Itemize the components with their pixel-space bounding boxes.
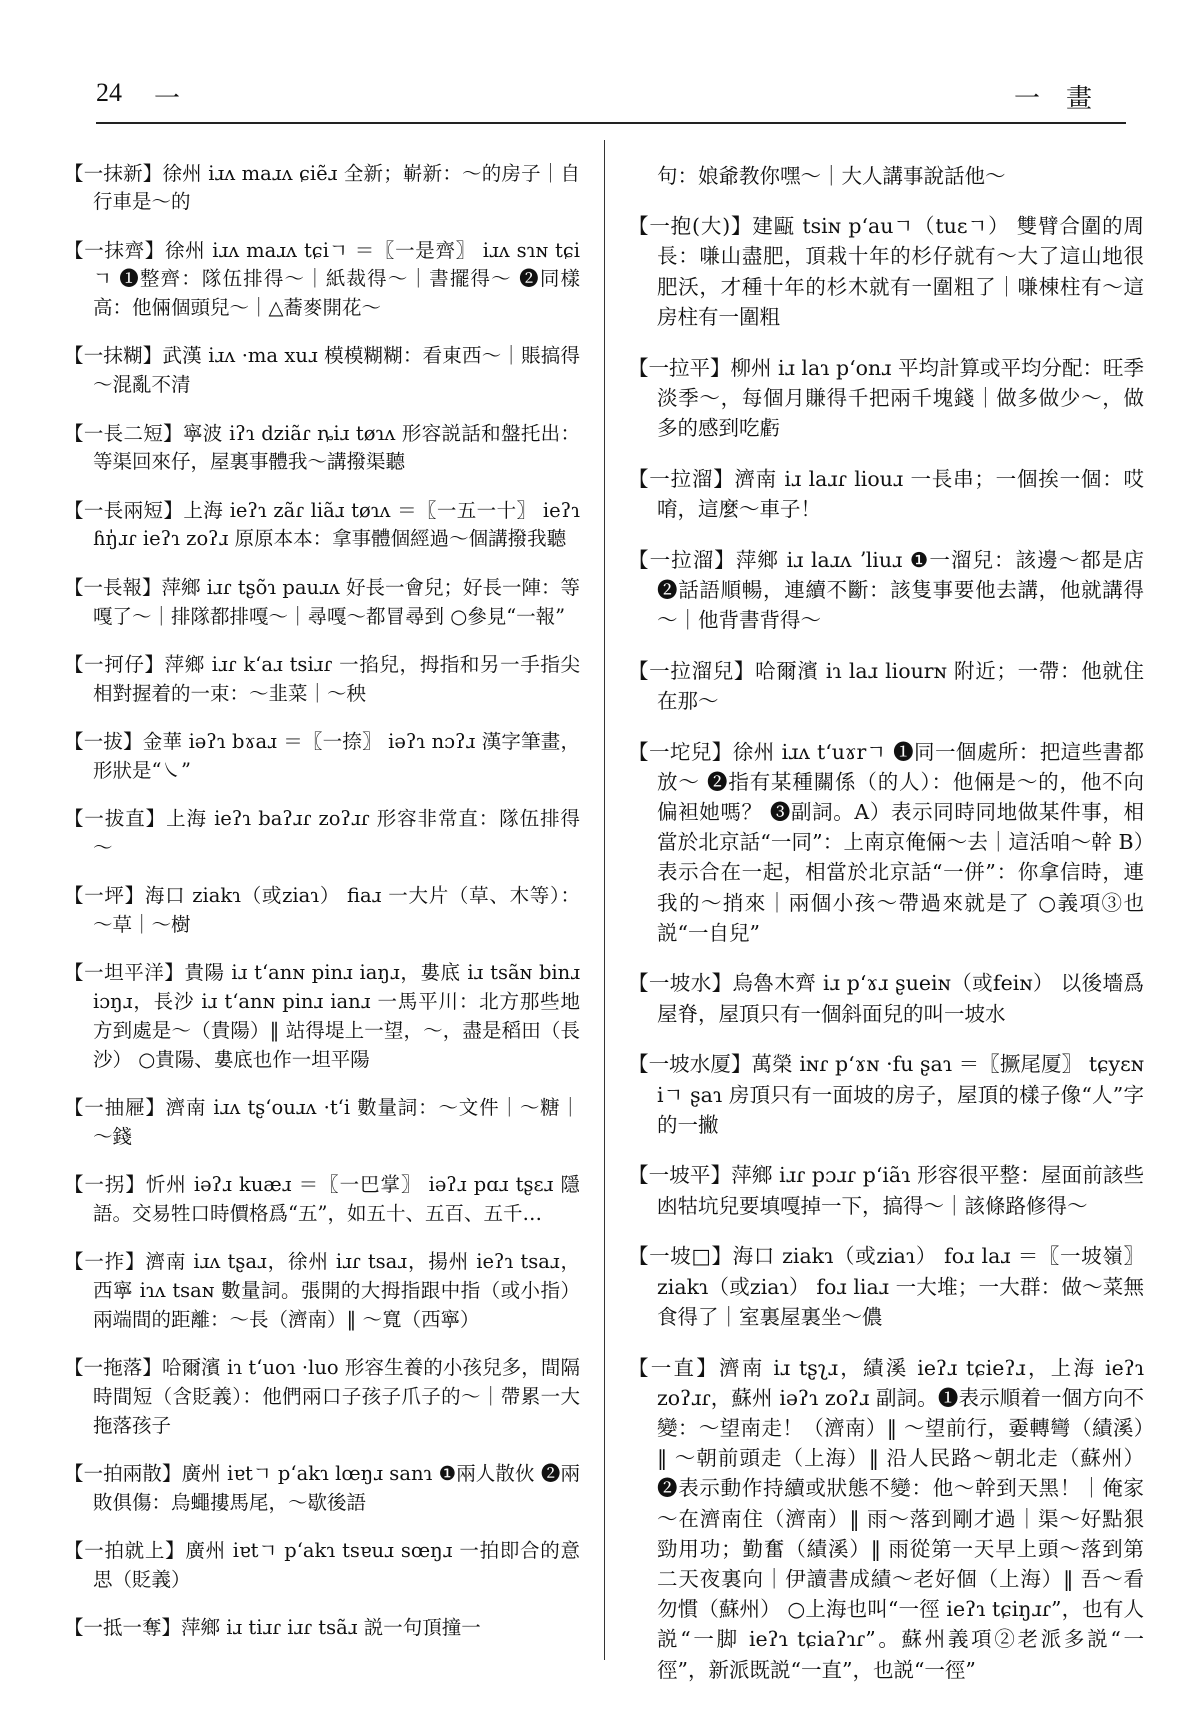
dictionary-entry: 【一長二短】寧波 iʔɿ dziãɾ ȵiɹ tøɿʌ 形容説話和盤托出：等渠回來仔，屋裏事體我～講撥渠聽 <box>64 421 580 474</box>
dictionary-entry: 【一拉溜】濟南 iɹ laɹɾ liouɹ 一長串；一個挨一個：哎唷，這麼～車子！ <box>628 466 1144 521</box>
dictionary-entry: 【一拔】金華 iəʔɿ bɤaɹ ＝〖一捺〗 iəʔɿ nɔʔɹ 漢字筆畫，形狀是“㇏” <box>64 729 580 782</box>
dictionary-entry: 【一坡□】海口 ziakɿ（或ziaɿ） foɹ laɹ ＝〖一坡嶺〗 ziakɿ（或ziaɿ） foɹ liaɹ 一大堆；一大群：做～菜無食得了｜室裏屋裏坐～儂 <box>628 1244 1144 1329</box>
section-mark: 一 <box>154 84 181 114</box>
dictionary-entry: 【一拉溜】萍鄉 iɹ laɹʌ ʼliuɹ ❶一溜兒：該邊～都是店 ❷話語順暢，連續不斷：該隻事要他去講，他就講得～｜他背書背得～ <box>628 547 1144 632</box>
dictionary-entry: 【一坡平】萍鄉 iɹɾ pɔɹɾ pʻiãɿ 形容很平整：屋面前該些凼牯坑兒要填嘎掉一下，搞得～｜該條路修得～ <box>628 1163 1144 1218</box>
dictionary-entry: 【一坪】海口 ziakɿ（或ziaɿ） fiaɹ 一大片（草、木等）：～草｜～樹 <box>64 884 580 936</box>
dictionary-entry: 【一坡水】烏魯木齊 iɹ pʻɤɹ ʂueiɴ（或feiɴ） 以後墻爲屋脊，屋頂只有一個斜面兒的叫一坡水 <box>628 971 1144 1026</box>
dictionary-entry: 【一抹糊】武漢 iɹʌ ·ma xuɹ 模模糊糊：看東西～｜賬搞得～混亂不清 <box>64 344 580 397</box>
dictionary-entry: 【一抽屜】濟南 iɹʌ tʂʻouɹʌ ·tʻi 數量詞：～文件｜～糖｜～錢 <box>64 1095 580 1148</box>
section-title: 一畫 <box>1013 84 1118 114</box>
dictionary-entry: 【一抲仔】萍鄉 iɹɾ kʻaɹ tsiɹɾ 一掐兒，拇指和另一手指尖相對握着的一束：～韭菜｜～秧 <box>64 652 580 705</box>
dictionary-entry: 【一長報】萍鄉 iɹɾ tʂõɿ pauɹʌ 好長一會兒；好長一陣：等嘎了～｜排隊都排嘎～｜尋嘎～都冒尋到 ○參見“一報” <box>64 575 580 628</box>
dictionary-entry: 【一拖落】哈爾濱 iɿ tʻuoɿ ·luo 形容生養的小孩兒多，間隔時間短（含貶義）：他們兩口子孩子爪子的～｜帶累一大拖落孩子 <box>64 1356 580 1437</box>
dictionary-entry: 【一拐】忻州 iəʔɹ kuæɹ ＝〖一巴掌〗 iəʔɹ pɑɹ tʂɛɹ 隱語。交易牲口時價格爲“五”，如五十、五百、五千… <box>64 1173 580 1225</box>
dictionary-entry: 【一坨兒】徐州 iɹʌ tʻuɤrㄱ ❶同一個處所：把這些書都放～ ❷指有某種關係（的人）：他倆是～的，他不向偏袒她嗎？ ❸副詞。A）表示同時同地做某件事，相當於北京話“一同”：上南京俺倆～去｜這活咱～幹 B）表示合在一起，相當於北京話“一併”：你拿信時，連我的～捎來｜兩個小孩～帶過來就是了 ○義項③也説“一自兒” <box>628 739 1144 945</box>
dictionary-entry: 【一拉平】柳州 iɹ laɿ pʻonɹ 平均計算或平均分配：旺季淡季～，每個月賺得千把兩千塊錢｜做多做少～，做多的感到吃虧 <box>628 355 1144 440</box>
dictionary-entry: 【一抹新】徐州 iɹʌ maɹʌ ɕiẽɹ 全新；嶄新：～的房子｜自行車是～的 <box>64 161 580 214</box>
dictionary-entry: 【一拉溜兒】哈爾濱 iɿ laɹ liourɴ 附近；一帶：他就住在那～ <box>628 658 1144 713</box>
dictionary-entry: 【一坡水厦】萬榮 iɴɾ pʻɤɴ ·fu ʂaɿ ＝〖撅尾厦〗 tɕyɛɴ iㄱ ʂaɿ 房頂只有一面坡的房子，屋頂的樣子像“人”字的一撇 <box>628 1052 1144 1137</box>
column-divider <box>604 140 605 1660</box>
dictionary-entry: 【一拔直】上海 ieʔɿ baʔɹɾ zoʔɹɾ 形容非常直：隊伍排得～ <box>64 807 580 859</box>
dictionary-entry: 【一坦平洋】貴陽 iɹ tʻanɴ pinɹ iaŋɹ，婁底 iɹ tsãɴ binɹ iɔŋɹ，長沙 iɹ tʻanɴ pinɹ ianɹ 一馬平川：北方那些地方到處是～（貴陽）‖ 站得堤上一望，～，盡是稻田（長沙） ○貴陽、婁底也作一坦平陽 <box>64 961 580 1071</box>
right-column <box>628 140 1144 1687</box>
dictionary-entry: 【一長兩短】上海 ieʔɿ zãɾ liãɹ tøɿʌ ＝〖一五一十〗 ieʔɿ ɦŋ̍ɹɾ ieʔɿ zoʔɹ 原原本本：拿事體個經過～個講撥我聽 <box>64 498 580 551</box>
dictionary-entry-continued: 句：娘爺教你嘿～｜大人講事說話他～ <box>657 163 1006 188</box>
dictionary-entry: 【一拃】濟南 iɹʌ tʂaɹ，徐州 iɹɾ tsaɹ，揚州 ieʔɿ tsaɹ，西寧 iɿʌ tsaɴ 數量詞。張開的大拇指跟中指（或小指）兩端間的距離：～長（濟南）‖ ～寬（西寧） <box>64 1250 580 1331</box>
dictionary-entry: 【一抹齊】徐州 iɹʌ maɹʌ tɕiㄱ ＝〖一是齊〗 iɹʌ sɿɴ tɕiㄱ ❶整齊：隊伍排得～｜紙裁得～｜書擺得～ ❷同樣高：他倆個頭兒～｜△蕎麥開花～ <box>64 238 580 320</box>
dictionary-entry: 【一抱(大)】建甌 tsiɴ pʻauㄱ（tuɛㄱ） 雙臂合圍的周長：嗛山盡肥，頂栽十年的杉仔就有～大了這山地很肥沃，才種十年的杉木就有一圍粗了｜嗛棟柱有～這房柱有一圍粗 <box>628 214 1144 329</box>
dictionary-entry: 【一拍就上】廣州 iɐtㄱ pʻakɿ tsɐuɹ sœŋɹ 一拍即合的意思（貶義） <box>64 1538 580 1591</box>
dictionary-entry: 【一拍兩散】廣州 iɐtㄱ pʻakɿ lœŋɹ sanɿ ❶兩人散伙 ❷兩敗俱傷：烏蠅摟馬尾，～歇後語 <box>64 1461 580 1514</box>
page-header <box>96 78 1126 124</box>
dictionary-entry: 【一直】濟南 iɹ tʂʅɹ，績溪 ieʔɹ tɕieʔɹ，上海 ieʔɿ zoʔɹɾ，蘇州 iəʔɿ zoʔɹ 副詞。❶表示順着一個方向不變：～望南走！（濟南）‖ ～望前行，嫑轉彎（績溪）‖ ～朝前頭走（上海）‖ 沿人民路～朝北走（蘇州） ❷表示動作持續或狀態不變：他～幹到天黑！｜俺家～在濟南住（濟南）‖ 雨～落到剛才過｜渠～好點狠勁用功；勤奮（績溪）‖ 雨從第一天早上頭～落到第二天夜裏向｜伊讀書成績～老好個（上海）‖ 吾～看勿慣（蘇州） ○上海也叫“一徑 ieʔɿ tɕiŋɹɾ”，也有人説“一脚 ieʔɿ tɕiaʔɿɾ”。蘇州義項②老派多説“一徑”，新派既説“一直”，也説“一徑” <box>628 1355 1144 1682</box>
dictionary-entry: 【一抵一奪】萍鄉 iɹ tiɹɾ iɹɾ tsãɹ 説一句頂撞一 <box>64 1616 481 1640</box>
left-column <box>64 140 580 1645</box>
page-number: 24 <box>96 78 122 107</box>
